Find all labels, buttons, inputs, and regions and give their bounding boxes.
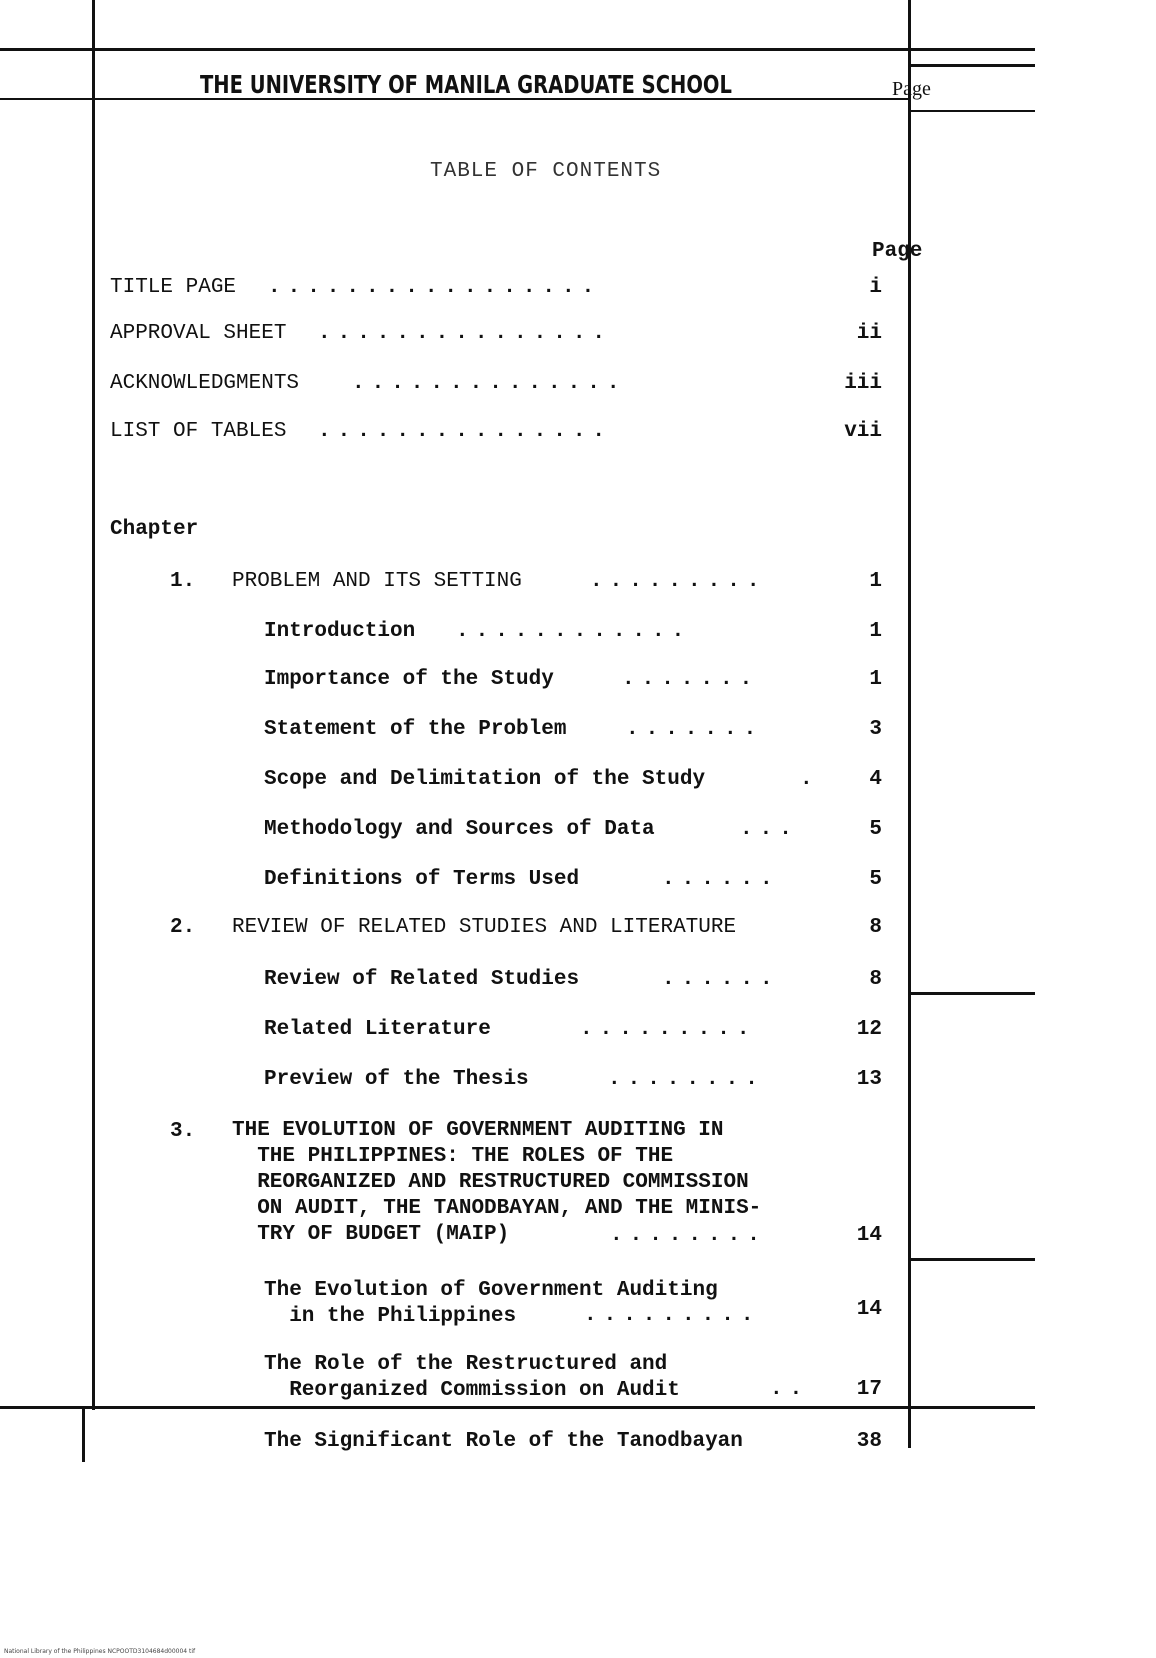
toc-entry-title-page [110,276,236,299]
dot-leader: ...... [662,868,780,891]
toc-entry-label: LIST OF TABLES [110,420,287,443]
dot-leader: ........ [610,1224,767,1247]
section-entry: Statement of the Problem [264,718,567,741]
source-note: National Library of the Philippines NCPOOTD3104684d00004 tif [4,1648,196,1655]
dot-leader: .............. [352,372,627,395]
chapter-page: 14 [856,1224,882,1247]
header-right-rule [910,64,1035,67]
section-page: 38 [856,1430,882,1453]
dot-leader: . [800,768,820,791]
section-entry: Related Literature [264,1018,491,1041]
chapter-title: PROBLEM AND ITS SETTING [232,570,522,593]
section-page: 8 [869,968,882,991]
toc-entry-approval-sheet [110,322,286,345]
section-entry: Introduction [264,620,416,643]
dot-leader: ... [740,818,799,841]
dot-leader: ............... [318,420,613,443]
section-entry: Importance of the Study [264,668,554,691]
toc-entry-page: iii [844,372,882,395]
chapter-number: 3. [170,1120,196,1143]
chapter-number: 2. [170,916,196,939]
section-page: 1 [869,620,882,643]
frame-left-rule-lower [82,1408,85,1462]
dot-leader: ................. [268,276,602,299]
side-tick-rule [910,992,1035,995]
dot-leader: ............ [456,620,692,643]
footer-rule [0,1406,1035,1409]
chapter-title: THE EVOLUTION OF GOVERNMENT AUDITING IN THE PHILIPPINES: THE ROLES OF THE REORGANIZED AND RESTRUCTURED COMMISSION ON AUDIT, THE TANODBAYAN, AND THE MINIS- TRY OF BUDGET (MAIP) [232,1119,762,1246]
institution-header: THE UNIVERSITY OF MANILA GRADUATE SCHOOL [200,70,732,99]
header-top-rule [0,48,1035,51]
chapter-label: Chapter [110,518,199,541]
dot-leader: ....... [622,668,760,691]
toc-entry-page: i [869,276,882,299]
frame-left-rule [92,0,95,1410]
header-right-rule-lower [910,110,1035,112]
toc-entry-label: ACKNOWLEDGMENTS [110,372,300,395]
dot-leader: .. [770,1378,810,1401]
section-entry: The Evolution of Government Auditing in the Philippines [264,1279,718,1328]
section-page: 5 [869,868,882,891]
dot-leader: ....... [626,718,764,741]
chapter-page: 1 [869,570,882,593]
chapter-title: REVIEW OF RELATED STUDIES AND LITERATURE [232,916,737,939]
chapter-number: 1. [170,570,196,593]
dot-leader: ...... [662,968,780,991]
toc-entry-label: APPROVAL SHEET [110,322,287,345]
section-page: 14 [856,1298,882,1321]
section-page: 13 [856,1068,882,1091]
section-page: 1 [869,668,882,691]
section-page: 3 [869,718,882,741]
toc-entry-page: ii [856,322,882,345]
section-entry: The Significant Role of the Tanodbayan [264,1430,743,1453]
toc-entry-page: vii [844,420,882,443]
section-page: 4 [869,768,882,791]
dot-leader: ............... [318,322,613,345]
section-page: 5 [869,818,882,841]
section-entry: The Role of the Restructured and Reorganized Commission on Audit [264,1353,680,1402]
dot-leader: ........ [608,1068,765,1091]
section-entry: Review of Related Studies [264,968,580,991]
dot-leader: ......... [580,1018,757,1041]
page-column-label: Page [872,240,923,263]
section-entry: Methodology and Sources of Data [264,818,655,841]
dot-leader: ......... [590,570,767,593]
toc-title: TABLE OF CONTENTS [430,160,662,183]
section-page: 17 [856,1378,882,1401]
side-tick-rule-2 [910,1258,1035,1261]
section-page: 12 [856,1018,882,1041]
toc-entry-acknowledgments [110,372,299,395]
frame-right-rule [908,0,911,1448]
section-entry: Scope and Delimitation of the Study [264,768,706,791]
section-entry: Preview of the Thesis [264,1068,529,1091]
chapter-page: 8 [869,916,882,939]
toc-entry-label: TITLE PAGE [110,276,237,299]
toc-entry-list-of-tables [110,420,286,443]
dot-leader: ......... [584,1304,761,1327]
header-page-label: Page [892,78,931,100]
section-entry: Definitions of Terms Used [264,868,580,891]
